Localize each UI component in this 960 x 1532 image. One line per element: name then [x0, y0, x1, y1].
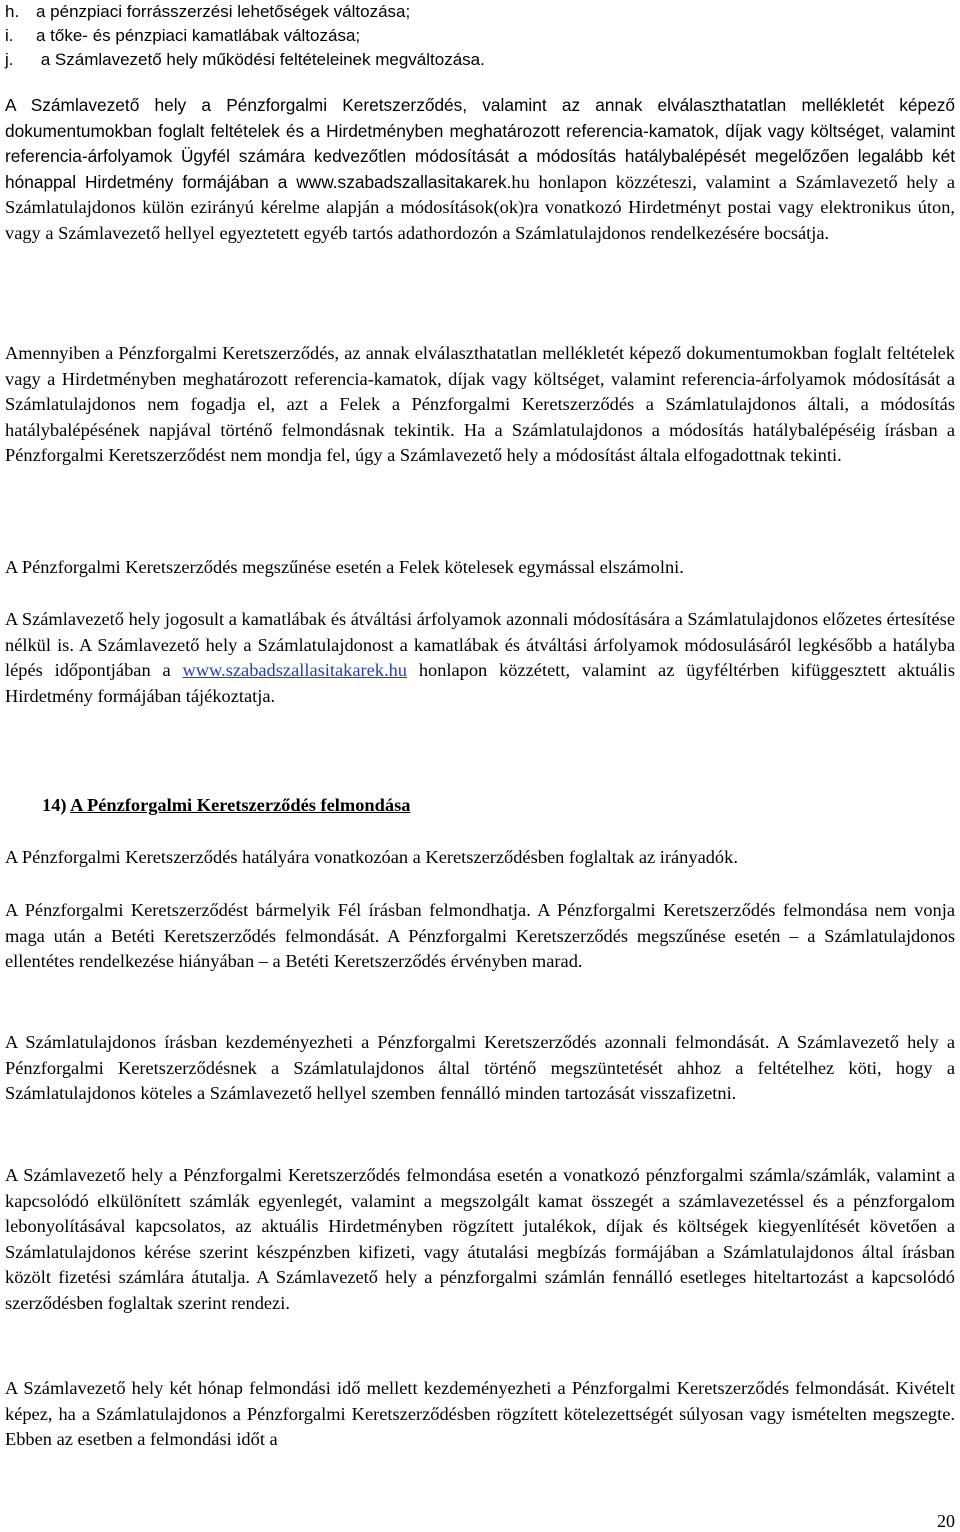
section-heading	[42, 792, 410, 818]
paragraph-text: A Pénzforgalmi Keretszerződés hatályára vonatkozóan a Keretszerződésben foglaltak az irányadók.	[5, 847, 738, 867]
enumerated-list	[5, 0, 485, 72]
paragraph-termination	[5, 898, 955, 975]
paragraph-text: A Számlatulajdonos írásban kezdeményezheti a Pénzforgalmi Keretszerződés azonnali felmondását. A Számlavezető hely a Pénzforgalmi Keretszerződésnek a Számlatulajdonos által történő megszüntetését ahhoz a feltételhez köti, hogy a Számlatulajdonos köteles a Számlavezető hellyel szemben fennálló minden tartozását visszafizetni.	[5, 1032, 955, 1103]
list-marker: i.	[5, 26, 14, 45]
paragraph-text: A Számlavezető hely a Pénzforgalmi Keretszerződés felmondása esetén a vonatkozó pénzforgalmi számla/számlák, valamint a kapcsolódó elkülönített számlák egyenlegét, valamint a megszolgált kamat összegét a számlavezetéssel és a pénzforgalom lebonyolításával kapcsolatos, az aktuális Hirdetményben rögzített jutalékok, díjak és költségek kiegyenlítését követően a Számlatulajdonos kérése szerint készpénzben kifizeti, vagy átutalási megbízás formájában a Számlatulajdonos által írásban közölt fizetési számlára átutalja. A Számlavezető hely a pénzforgalmi számlán fennálló esetleges hiteltartozást a kapcsolódó szerződésben foglaltak szerint rendezi.	[5, 1165, 955, 1313]
list-item	[5, 24, 485, 48]
paragraph-effect	[5, 845, 955, 871]
website-link[interactable]: www.szabadszallasitakarek.hu	[182, 660, 407, 680]
list-item-text: a tőke- és pénzpiaci kamatlábak változása;	[36, 26, 361, 45]
list-item-text: a pénzpiaci forrásszerzési lehetőségek változása;	[36, 2, 411, 21]
list-item	[5, 48, 485, 72]
paragraph-settlement	[5, 555, 955, 581]
paragraph-text: honlapon közzétett, valamint az ügyféltérben kifüggesztett aktuális Hirdetmény formájában tájékoztatja.	[5, 660, 955, 706]
paragraph-text: hu honlapon közzéteszi, valamint a Számlavezető hely a Számlatulajdonos külön ezirányú kérelme alapján a módosítások(ok)ra vonatkozó Hirdetményt postai vagy elektronikus úton, vagy a Számlavezető hellyel egyeztetett egyéb tartós adathordozón a Számlatulajdonos rendelkezésére bocsátja.	[5, 171, 955, 243]
paragraph-text: A Pénzforgalmi Keretszerződést bármelyik Fél írásban felmondhatja. A Pénzforgalmi Keretszerződés felmondása nem vonja maga után a Betéti Keretszerződés felmondását. A Pénzforgalmi Keretszerződés megszűnése esetén – a Számlatulajdonos ellentétes rendelkezése hiányában – a Betéti Keretszerződés érvényben marad.	[5, 900, 955, 971]
paragraph-notice-period	[5, 1376, 955, 1453]
paragraph-modification-notice	[5, 93, 955, 246]
paragraph-text: A Számlavezető hely jogosult a kamatlábak és átváltási árfolyamok azonnali módosítására a Számlatulajdonos előzetes értesítése nélkül is. A Számlavezető hely a Számlatulajdonost a kamatlábak és átváltási árfolyamok módosulásáról legkésőbb a hatályba lépés időpontjában a	[5, 609, 955, 680]
list-marker: h.	[5, 2, 20, 21]
list-item-text: a Számlavezető hely működési feltételeinek megváltozása.	[36, 50, 485, 69]
page-number: 20	[937, 1511, 955, 1531]
section-title: A Pénzforgalmi Keretszerződés felmondása	[70, 795, 411, 815]
paragraph-text: A Számlavezető hely a Pénzforgalmi Keretszerződés, valamint az annak elválaszthatatlan mellékletét képező dokumentumokban foglalt feltételek és a Hirdetményben meghatározott referencia-kamatok, díjak vagy költséget, valamint referencia-árfolyamok Ügyfél számára kedvezőtlen módosítását a módosítás hatálybalépését megelőzően legalább két hónappal Hirdetmény formájában a www.szabadszallasitakarek.	[5, 95, 955, 192]
paragraph-text: Amennyiben a Pénzforgalmi Keretszerződés, az annak elválaszthatatlan mellékletét képező dokumentumokban foglalt feltételek vagy a Hirdetményben meghatározott referencia-kamatok, díjak vagy költséget, valamint referencia-árfolyamok módosítását a Számlatulajdonos nem fogadja el, azt a Felek a Pénzforgalmi Keretszerződés a Számlatulajdonos általi, a módosítás hatálybalépésének napjával történő felmondásnak tekintik. Ha a Számlatulajdonos a módosítás hatálybalépéséig írásban a Pénzforgalmi Keretszerződést nem mondja fel, úgy a Számlavezető hely a módosítást általa elfogadottnak tekinti.	[5, 343, 955, 465]
paragraph-balance-payout	[5, 1163, 955, 1316]
list-marker: j.	[5, 50, 14, 69]
paragraph-interest-change	[5, 607, 955, 709]
paragraph-rejection	[5, 341, 955, 469]
section-number: 14)	[42, 795, 71, 815]
paragraph-text: A Pénzforgalmi Keretszerződés megszűnése esetén a Felek kötelesek egymással elszámolni.	[5, 557, 684, 577]
paragraph-immediate-termination	[5, 1030, 955, 1107]
paragraph-text: A Számlavezető hely két hónap felmondási idő mellett kezdeményezheti a Pénzforgalmi Keretszerződés felmondását. Kivételt képez, ha a Számlatulajdonos a Pénzforgalmi Keretszerződésben rögzített kötelezettségét súlyosan vagy ismételten megszegte. Ebben az esetben a felmondási időt a	[5, 1378, 955, 1449]
list-item	[5, 0, 485, 24]
